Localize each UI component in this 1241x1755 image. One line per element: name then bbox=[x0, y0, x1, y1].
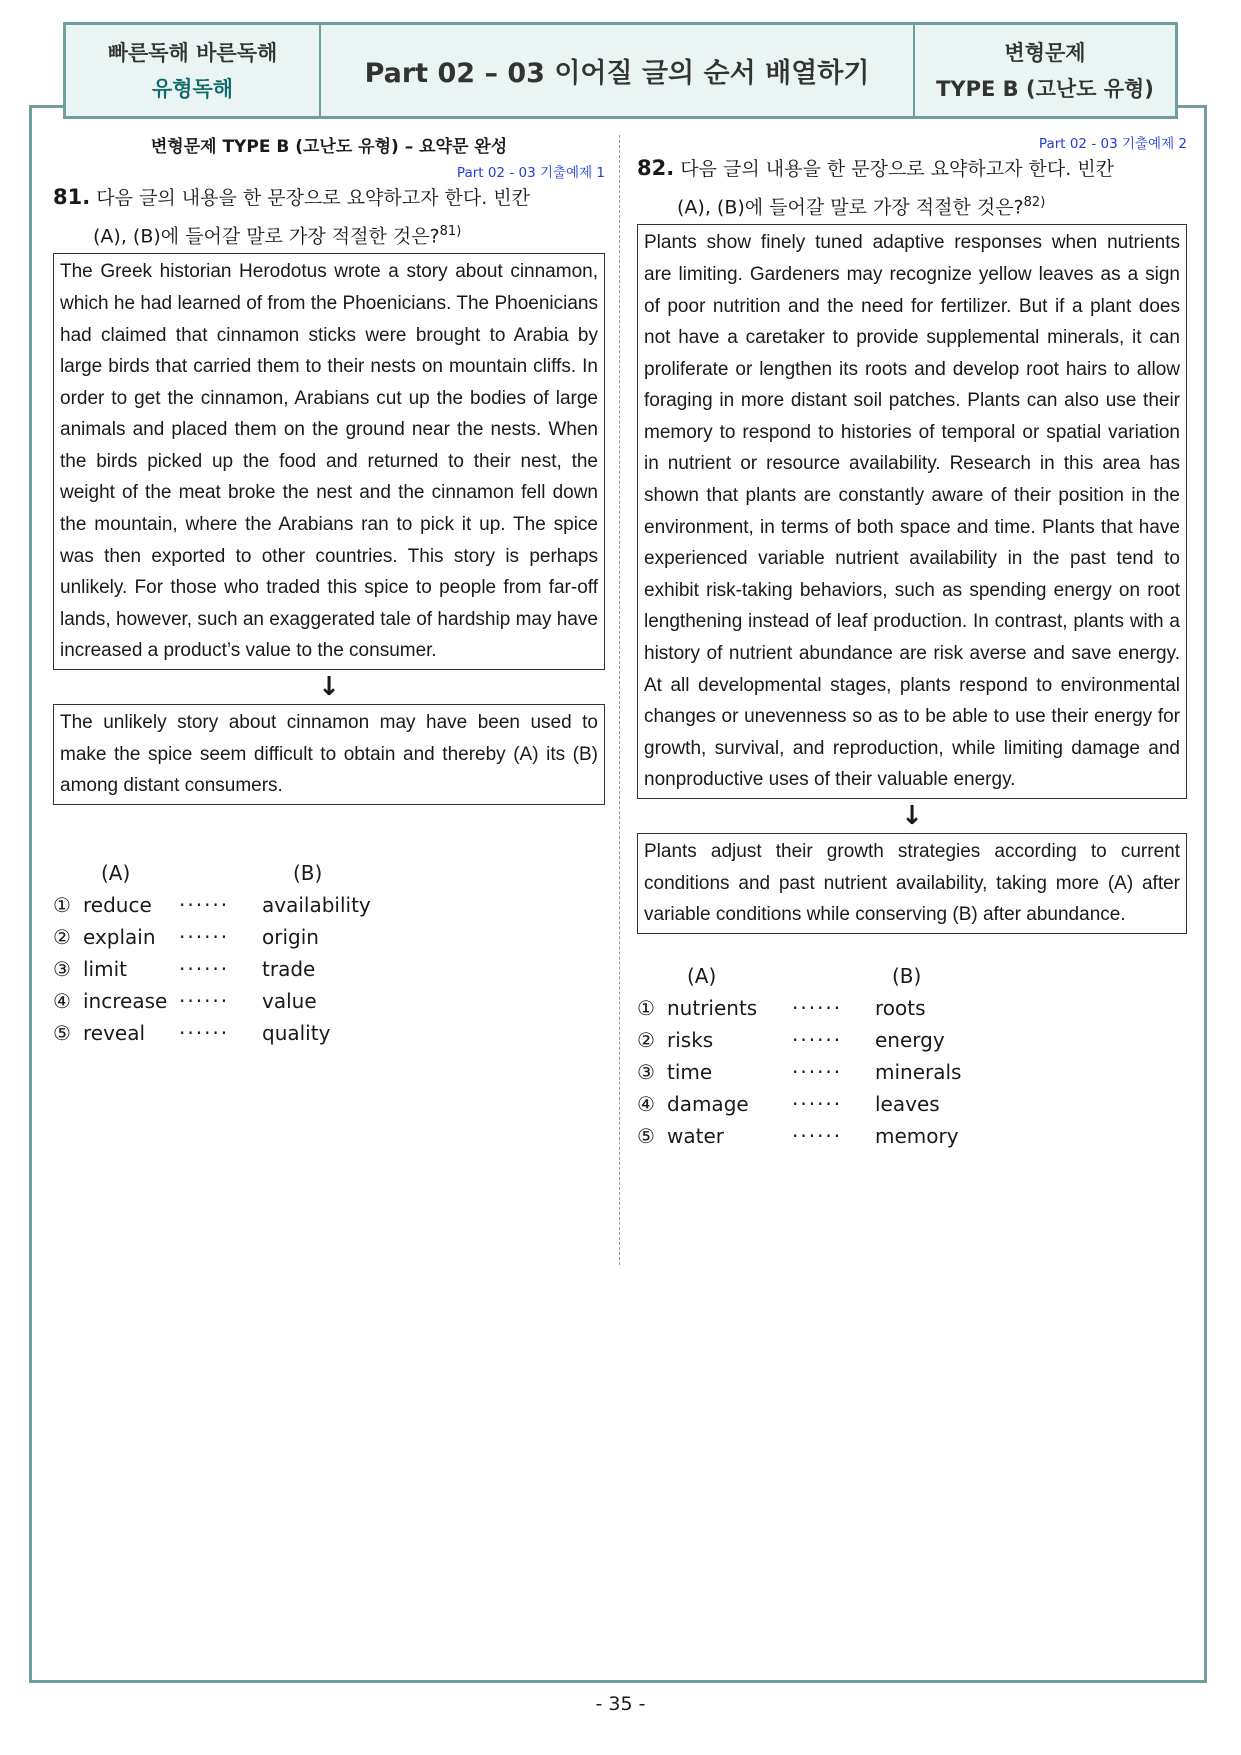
answer-options bbox=[53, 857, 605, 1049]
header-book-name: 빠른독해 바른독해 bbox=[107, 40, 278, 65]
question-81 bbox=[53, 132, 605, 1049]
header-type-label: 변형문제 bbox=[1004, 40, 1086, 65]
question-number: 82. bbox=[637, 156, 675, 180]
answer-option-3[interactable]: ③ time ······ minerals bbox=[637, 1059, 962, 1084]
page-header bbox=[63, 22, 1178, 119]
header-type bbox=[915, 25, 1175, 116]
prompt-line-2: (A), (B)에 들어갈 말로 가장 적절한 것은? bbox=[93, 225, 440, 248]
answer-options bbox=[637, 960, 1187, 1152]
summary-box: Plants adjust their growth strategies according to current conditions and past nutrient availability, taking more (A) after variable conditions while conserving (B) after abundance. bbox=[637, 833, 1187, 934]
question-prompt bbox=[53, 181, 605, 253]
down-arrow-icon: ↓ bbox=[318, 672, 340, 703]
options-header bbox=[637, 960, 1187, 992]
answer-option-3[interactable]: ③ limit ······ trade bbox=[53, 956, 316, 981]
prompt-line-1: 다음 글의 내용을 한 문장으로 요약하고자 한다. 빈칸 bbox=[96, 187, 531, 209]
answer-option-1[interactable]: ① reduce ······ availability bbox=[53, 892, 371, 917]
column-b-label: (B) bbox=[293, 860, 323, 885]
header-book-title bbox=[66, 25, 321, 116]
footnote-mark: 82) bbox=[1023, 195, 1046, 210]
answer-option-4[interactable]: ④ damage ······ leaves bbox=[637, 1091, 940, 1116]
question-source: Part 02 - 03 기출예제 1 bbox=[456, 165, 605, 181]
section-title: 변형문제 TYPE B (고난도 유형) – 요약문 완성 bbox=[150, 137, 508, 157]
options-header bbox=[53, 857, 605, 889]
header-book-subtitle: 유형독해 bbox=[151, 76, 234, 101]
prompt-line-2: (A), (B)에 들어갈 말로 가장 적절한 것은? bbox=[677, 196, 1024, 219]
column-b-label: (B) bbox=[892, 963, 922, 988]
summary-box: The unlikely story about cinnamon may have been used to make the spice seem difficult to obtain and thereby (A) its (B) among distant consumers. bbox=[53, 704, 605, 805]
header-type-name: TYPE B (고난도 유형) bbox=[936, 76, 1154, 101]
question-82 bbox=[637, 132, 1187, 1152]
passage-box: The Greek historian Herodotus wrote a story about cinnamon, which he had learned of from the Phoenicians. The Phoenicians had claimed that cinnamon sticks were brought to Arabia by large birds that carried them to their nests on mountain cliffs. In order to get the cinnamon, Arabians cut up the bodies of large animals and placed them on the ground near the nests. When the birds picked up the food and returned to their nest, the weight of the meat broke the nest and the cinnamon fell down the mountain, where the Arabians ran to pick it up. The spice was then exported to other countries. This story is perhaps unlikely. For those who traded this spice to people from far-off lands, however, such an exaggerated tale of hardship may have increased a product’s value to the consumer. bbox=[53, 253, 605, 670]
answer-option-4[interactable]: ④ increase ······ value bbox=[53, 988, 317, 1013]
answer-option-2[interactable]: ② risks ······ energy bbox=[637, 1027, 945, 1052]
column-a-label: (A) bbox=[101, 860, 131, 885]
down-arrow-icon: ↓ bbox=[901, 801, 923, 832]
column-divider bbox=[619, 135, 620, 1265]
footnote-mark: 81) bbox=[439, 224, 462, 239]
question-prompt bbox=[637, 152, 1187, 224]
question-number: 81. bbox=[53, 185, 91, 209]
page-number: - 35 - bbox=[595, 1693, 646, 1715]
question-source: Part 02 - 03 기출예제 2 bbox=[1038, 136, 1187, 152]
prompt-line-1: 다음 글의 내용을 한 문장으로 요약하고자 한다. 빈칸 bbox=[680, 158, 1115, 180]
answer-option-5[interactable]: ⑤ water ······ memory bbox=[637, 1123, 959, 1148]
header-chapter-title: Part 02 – 03 이어질 글의 순서 배열하기 bbox=[321, 25, 915, 116]
answer-option-1[interactable]: ① nutrients ······ roots bbox=[637, 995, 926, 1020]
passage-box: Plants show finely tuned adaptive responses when nutrients are limiting. Gardeners may recognize yellow leaves as a sign of poor nutrition and the need for fertilizer. But if a plant does not have a caretaker to provide supplemental minerals, it can proliferate or lengthen its roots and develop root hairs to allow foraging in more distant soil patches. Plants can also use their memory to respond to histories of temporal or spatial variation in nutrient or resource availability. Research in this area has shown that plants are constantly aware of their position in the environment, in terms of both space and time. Plants that have experienced variable nutrient availability in the past tend to exhibit risk-taking behaviors, such as spending energy on root lengthening instead of leaf production. In contrast, plants with a history of nutrient abundance are risk averse and save energy. At all developmental stages, plants respond to environmental changes or unevenness so as to be able to use their energy for growth, survival, and reproduction, while limiting damage and nonproductive uses of their valuable energy. bbox=[637, 224, 1187, 799]
answer-option-5[interactable]: ⑤ reveal ······ quality bbox=[53, 1020, 331, 1045]
answer-option-2[interactable]: ② explain ······ origin bbox=[53, 924, 319, 949]
column-a-label: (A) bbox=[687, 963, 717, 988]
